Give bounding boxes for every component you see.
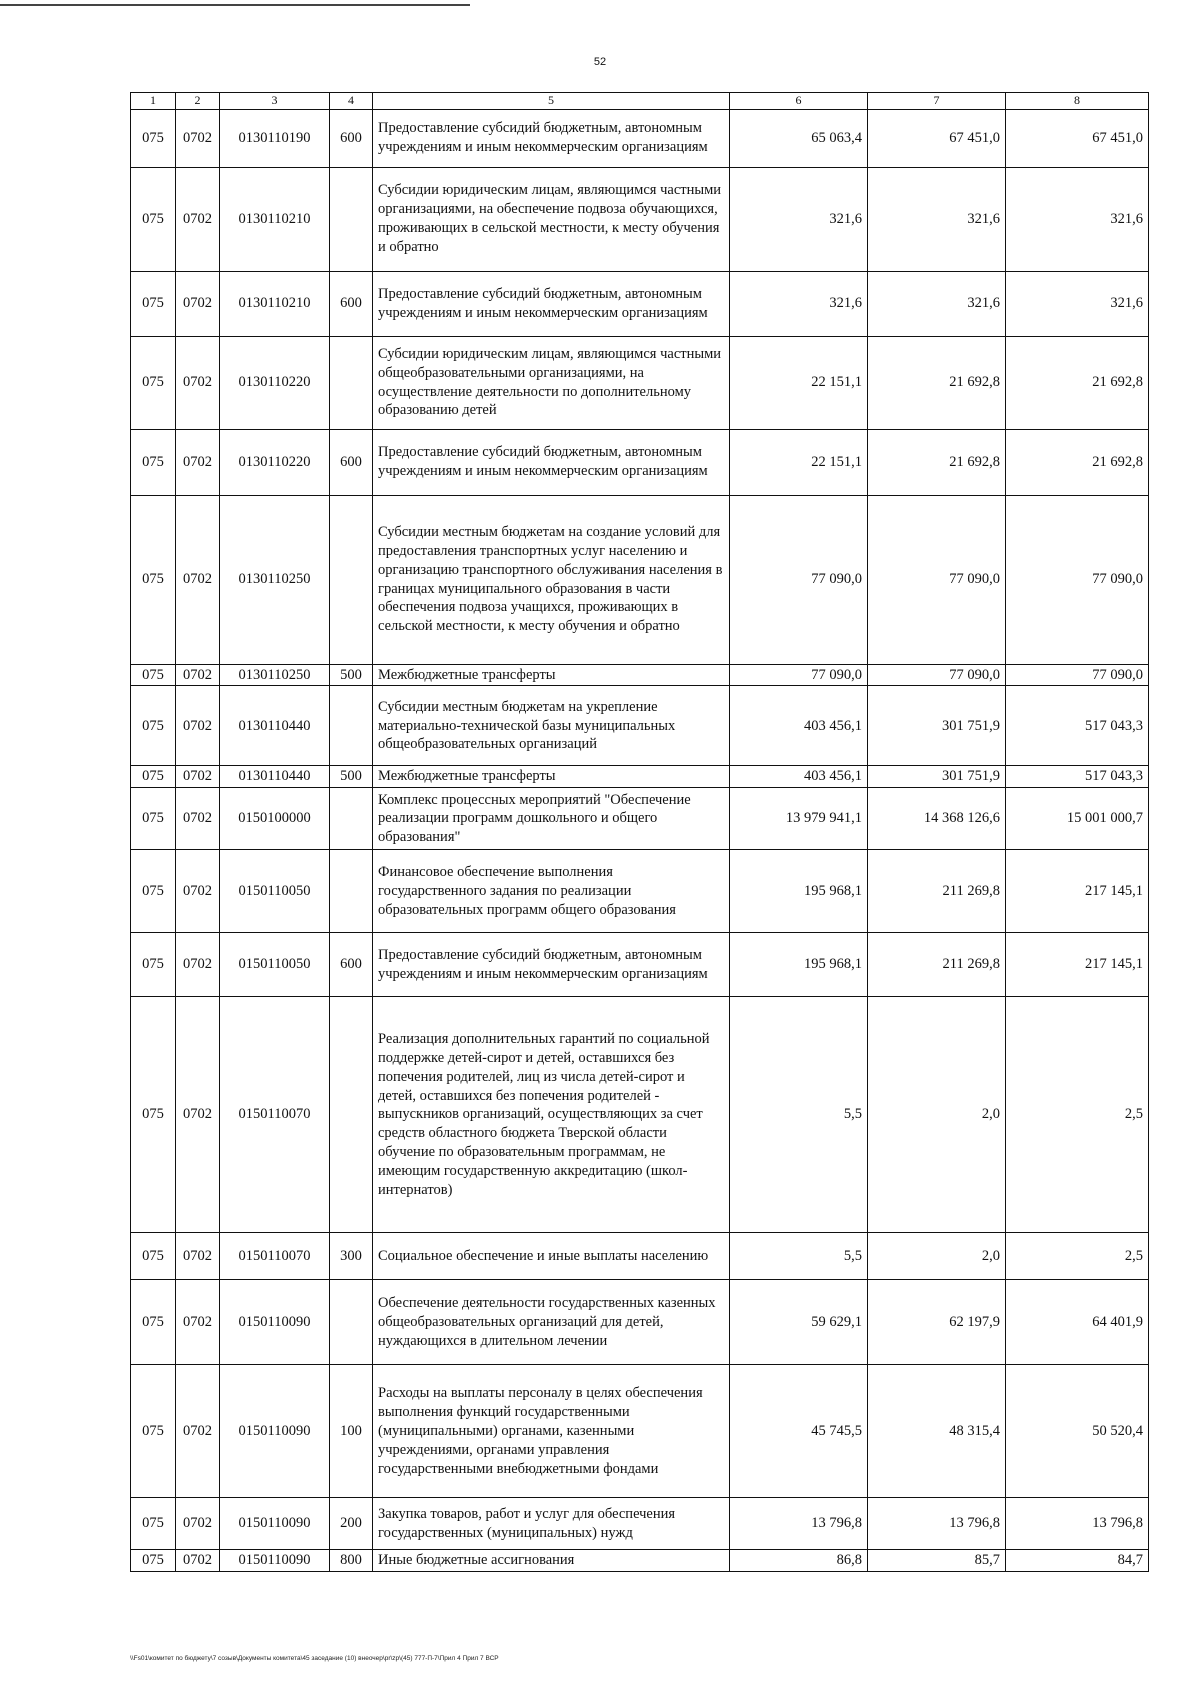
- amount-col6: 65 063,4: [730, 109, 868, 167]
- item-description: Расходы на выплаты персоналу в целях обеспечения выполнения функций государственными (муниципальными) органами, казенными учреждениями, органами управления государственными внебюджетными фондами: [373, 1365, 730, 1498]
- section-code: 0702: [176, 850, 220, 933]
- expense-type-code: 800: [330, 1550, 373, 1572]
- amount-col8: 21 692,8: [1006, 336, 1149, 429]
- amount-col7: 321,6: [868, 271, 1006, 336]
- section-code: 0702: [176, 271, 220, 336]
- expense-type-code: [330, 788, 373, 850]
- amount-col7: 48 315,4: [868, 1365, 1006, 1498]
- target-article-code: 0150110070: [220, 1233, 330, 1280]
- admin-code: 075: [131, 766, 176, 788]
- expense-type-code: [330, 495, 373, 664]
- section-code: 0702: [176, 429, 220, 495]
- expense-type-code: [330, 336, 373, 429]
- item-description: Социальное обеспечение и иные выплаты населению: [373, 1233, 730, 1280]
- item-description: Предоставление субсидий бюджетным, автономным учреждениям и иным некоммерческим организациям: [373, 271, 730, 336]
- section-code: 0702: [176, 1280, 220, 1365]
- amount-col8: 84,7: [1006, 1550, 1149, 1572]
- target-article-code: 0130110210: [220, 271, 330, 336]
- amount-col8: 2,5: [1006, 1233, 1149, 1280]
- item-description: Предоставление субсидий бюджетным, автономным учреждениям и иным некоммерческим организациям: [373, 429, 730, 495]
- table-row: [131, 933, 1149, 997]
- expense-type-code: [330, 997, 373, 1233]
- amount-col6: 5,5: [730, 1233, 868, 1280]
- amount-col6: 22 151,1: [730, 429, 868, 495]
- amount-col8: 64 401,9: [1006, 1280, 1149, 1365]
- admin-code: 075: [131, 167, 176, 271]
- amount-col7: 77 090,0: [868, 664, 1006, 686]
- amount-col6: 321,6: [730, 167, 868, 271]
- amount-col8: 15 001 000,7: [1006, 788, 1149, 850]
- item-description: Предоставление субсидий бюджетным, автономным учреждениям и иным некоммерческим организациям: [373, 933, 730, 997]
- expense-type-code: 300: [330, 1233, 373, 1280]
- item-description: Субсидии местным бюджетам на создание условий для предоставления транспортных услуг населению и организацию транспортного обслуживания населения в границах муниципального образования в части обеспечения подвоза учащихся, проживающих в сельской местности, к месту обучения и обратно: [373, 495, 730, 664]
- admin-code: 075: [131, 1233, 176, 1280]
- amount-col7: 21 692,8: [868, 429, 1006, 495]
- item-description: Комплекс процессных мероприятий "Обеспечение реализации программ дошкольного и общего образования": [373, 788, 730, 850]
- header-cell: 7: [868, 93, 1006, 110]
- amount-col8: 321,6: [1006, 271, 1149, 336]
- amount-col6: 59 629,1: [730, 1280, 868, 1365]
- amount-col6: 321,6: [730, 271, 868, 336]
- target-article-code: 0150100000: [220, 788, 330, 850]
- amount-col8: 217 145,1: [1006, 850, 1149, 933]
- expense-type-code: [330, 167, 373, 271]
- section-code: 0702: [176, 336, 220, 429]
- amount-col7: 301 751,9: [868, 766, 1006, 788]
- expense-type-code: [330, 686, 373, 766]
- admin-code: 075: [131, 997, 176, 1233]
- expense-type-code: 500: [330, 664, 373, 686]
- item-description: Обеспечение деятельности государственных казенных общеобразовательных организаций для детей, нуждающихся в длительном лечении: [373, 1280, 730, 1365]
- item-description: Иные бюджетные ассигнования: [373, 1550, 730, 1572]
- amount-col8: 77 090,0: [1006, 664, 1149, 686]
- amount-col7: 321,6: [868, 167, 1006, 271]
- admin-code: 075: [131, 664, 176, 686]
- header-row: [131, 93, 1149, 110]
- target-article-code: 0150110050: [220, 850, 330, 933]
- expense-type-code: [330, 850, 373, 933]
- admin-code: 075: [131, 336, 176, 429]
- admin-code: 075: [131, 429, 176, 495]
- header-cell: 8: [1006, 93, 1149, 110]
- header-cell: 6: [730, 93, 868, 110]
- section-code: 0702: [176, 766, 220, 788]
- section-code: 0702: [176, 167, 220, 271]
- table-row: [131, 997, 1149, 1233]
- admin-code: 075: [131, 271, 176, 336]
- table-row: [131, 1233, 1149, 1280]
- section-code: 0702: [176, 1550, 220, 1572]
- admin-code: 075: [131, 109, 176, 167]
- amount-col7: 77 090,0: [868, 495, 1006, 664]
- target-article-code: 0130110250: [220, 664, 330, 686]
- target-article-code: 0150110090: [220, 1280, 330, 1365]
- section-code: 0702: [176, 788, 220, 850]
- item-description: Субсидии юридическим лицам, являющимся частными общеобразовательными организациями, на осуществление деятельности по дополнительному образованию детей: [373, 336, 730, 429]
- admin-code: 075: [131, 850, 176, 933]
- amount-col7: 301 751,9: [868, 686, 1006, 766]
- target-article-code: 0130110210: [220, 167, 330, 271]
- amount-col6: 403 456,1: [730, 766, 868, 788]
- admin-code: 075: [131, 1550, 176, 1572]
- footer-file-path: \\Fs01\комитет по бюджету\7 созыв\Документы комитета\45 заседание (10) внеочер\pr\zp\(45) 777-П-7\Прил 4 Прил 7 ВСР: [130, 1655, 499, 1662]
- admin-code: 075: [131, 1365, 176, 1498]
- amount-col7: 85,7: [868, 1550, 1006, 1572]
- amount-col8: 50 520,4: [1006, 1365, 1149, 1498]
- table-row: [131, 664, 1149, 686]
- amount-col6: 195 968,1: [730, 850, 868, 933]
- table-row: [131, 766, 1149, 788]
- page-number: 52: [593, 56, 607, 68]
- amount-col6: 13 979 941,1: [730, 788, 868, 850]
- section-code: 0702: [176, 933, 220, 997]
- target-article-code: 0130110220: [220, 336, 330, 429]
- target-article-code: 0150110070: [220, 997, 330, 1233]
- header-cell: 4: [330, 93, 373, 110]
- expense-type-code: 600: [330, 109, 373, 167]
- target-article-code: 0130110190: [220, 109, 330, 167]
- expense-type-code: 100: [330, 1365, 373, 1498]
- amount-col7: 211 269,8: [868, 933, 1006, 997]
- expense-type-code: 200: [330, 1498, 373, 1550]
- expense-type-code: 500: [330, 766, 373, 788]
- admin-code: 075: [131, 1280, 176, 1365]
- amount-col6: 77 090,0: [730, 664, 868, 686]
- header-cell: 1: [131, 93, 176, 110]
- table-row: [131, 1550, 1149, 1572]
- header-cell: 3: [220, 93, 330, 110]
- amount-col7: 14 368 126,6: [868, 788, 1006, 850]
- amount-col7: 62 197,9: [868, 1280, 1006, 1365]
- top-scan-line: [0, 4, 470, 6]
- expense-type-code: 600: [330, 271, 373, 336]
- amount-col7: 21 692,8: [868, 336, 1006, 429]
- budget-table: [130, 92, 1149, 1572]
- section-code: 0702: [176, 1365, 220, 1498]
- item-description: Реализация дополнительных гарантий по социальной поддержке детей-сирот и детей, оставшихся без попечения родителей, лиц из числа детей-сирот и детей, оставшихся без попечения родителей - выпускников организаций, осуществляющих за счет средств областного бюджета Тверской области обучение по образовательным программам, не имеющим государственную аккредитацию (школ-интернатов): [373, 997, 730, 1233]
- table-row: [131, 167, 1149, 271]
- amount-col8: 21 692,8: [1006, 429, 1149, 495]
- section-code: 0702: [176, 686, 220, 766]
- admin-code: 075: [131, 495, 176, 664]
- expense-type-code: [330, 1280, 373, 1365]
- header-cell: 2: [176, 93, 220, 110]
- amount-col8: 2,5: [1006, 997, 1149, 1233]
- amount-col8: 321,6: [1006, 167, 1149, 271]
- amount-col7: 211 269,8: [868, 850, 1006, 933]
- amount-col7: 2,0: [868, 997, 1006, 1233]
- table-row: [131, 850, 1149, 933]
- item-description: Субсидии юридическим лицам, являющимся частными организациями, на обеспечение подвоза обучающихся, проживающих в сельской местности, к месту обучения и обратно: [373, 167, 730, 271]
- expense-type-code: 600: [330, 933, 373, 997]
- section-code: 0702: [176, 997, 220, 1233]
- table-row: [131, 109, 1149, 167]
- admin-code: 075: [131, 686, 176, 766]
- amount-col7: 13 796,8: [868, 1498, 1006, 1550]
- item-description: Предоставление субсидий бюджетным, автономным учреждениям и иным некоммерческим организациям: [373, 109, 730, 167]
- amount-col8: 517 043,3: [1006, 686, 1149, 766]
- table-row: [131, 495, 1149, 664]
- target-article-code: 0130110220: [220, 429, 330, 495]
- table-row: [131, 1498, 1149, 1550]
- target-article-code: 0130110250: [220, 495, 330, 664]
- amount-col8: 77 090,0: [1006, 495, 1149, 664]
- target-article-code: 0150110090: [220, 1550, 330, 1572]
- amount-col6: 403 456,1: [730, 686, 868, 766]
- table-row: [131, 1365, 1149, 1498]
- table-row: [131, 686, 1149, 766]
- item-description: Межбюджетные трансферты: [373, 766, 730, 788]
- section-code: 0702: [176, 1498, 220, 1550]
- amount-col8: 517 043,3: [1006, 766, 1149, 788]
- section-code: 0702: [176, 495, 220, 664]
- table-row: [131, 1280, 1149, 1365]
- admin-code: 075: [131, 1498, 176, 1550]
- amount-col8: 67 451,0: [1006, 109, 1149, 167]
- item-description: Финансовое обеспечение выполнения государственного задания по реализации образовательных программ общего образования: [373, 850, 730, 933]
- table-row: [131, 336, 1149, 429]
- amount-col6: 5,5: [730, 997, 868, 1233]
- amount-col7: 2,0: [868, 1233, 1006, 1280]
- target-article-code: 0150110090: [220, 1365, 330, 1498]
- amount-col6: 13 796,8: [730, 1498, 868, 1550]
- table-row: [131, 271, 1149, 336]
- amount-col7: 67 451,0: [868, 109, 1006, 167]
- expense-type-code: 600: [330, 429, 373, 495]
- amount-col8: 13 796,8: [1006, 1498, 1149, 1550]
- section-code: 0702: [176, 664, 220, 686]
- amount-col6: 195 968,1: [730, 933, 868, 997]
- amount-col6: 77 090,0: [730, 495, 868, 664]
- amount-col8: 217 145,1: [1006, 933, 1149, 997]
- amount-col6: 22 151,1: [730, 336, 868, 429]
- amount-col6: 45 745,5: [730, 1365, 868, 1498]
- item-description: Закупка товаров, работ и услуг для обеспечения государственных (муниципальных) нужд: [373, 1498, 730, 1550]
- amount-col6: 86,8: [730, 1550, 868, 1572]
- section-code: 0702: [176, 109, 220, 167]
- target-article-code: 0150110050: [220, 933, 330, 997]
- item-description: Межбюджетные трансферты: [373, 664, 730, 686]
- target-article-code: 0150110090: [220, 1498, 330, 1550]
- section-code: 0702: [176, 1233, 220, 1280]
- target-article-code: 0130110440: [220, 766, 330, 788]
- admin-code: 075: [131, 788, 176, 850]
- target-article-code: 0130110440: [220, 686, 330, 766]
- admin-code: 075: [131, 933, 176, 997]
- table-row: [131, 429, 1149, 495]
- item-description: Субсидии местным бюджетам на укрепление материально-технической базы муниципальных общеобразовательных организаций: [373, 686, 730, 766]
- table-row: [131, 788, 1149, 850]
- header-cell: 5: [373, 93, 730, 110]
